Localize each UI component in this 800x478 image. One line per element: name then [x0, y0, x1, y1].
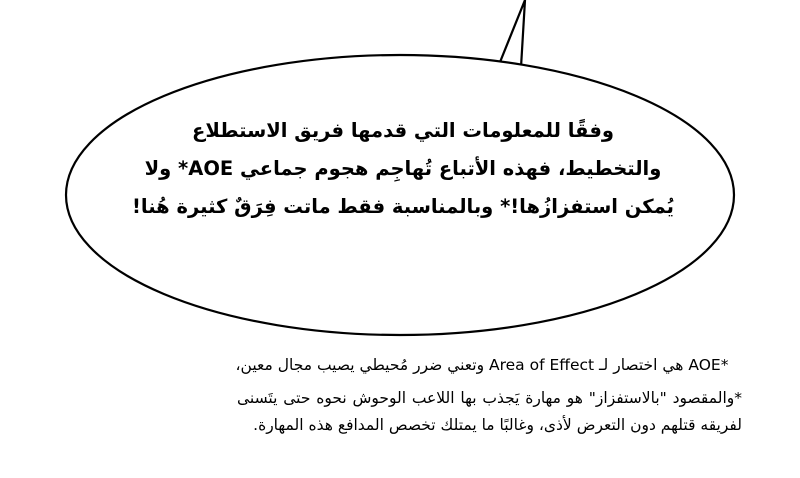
footnote-aoe: *AOE هي اختصار لـ Area of Effect وتعني ضرر مُحيطي يصيب مجال معين،: [235, 356, 729, 374]
balloon-line-3: يُمكن استفزازُها!* وبالمناسبة فقط ماتت فِرَقٌ كثيرة هُنا!: [131, 195, 674, 218]
balloon-line-2: والتخطيط، فهذه الأتباع تُهاجِم هجوم جماعي AOE* ولا: [144, 157, 662, 180]
balloon-line-1: وفقًا للمعلومات التي قدمها فريق الاستطلاع: [192, 119, 614, 142]
footnote-taunt: *والمقصود "بالاستفزاز" هو مهارة يَجذب بها اللاعب الوحوش نحوه حتى يتَسنى لفريقه قتلهم دون التعرض لأذى، وغالبًا ما يمتلك تخصص المدافع هذه المهارة.: [237, 389, 742, 434]
balloon-text: [118, 112, 688, 226]
